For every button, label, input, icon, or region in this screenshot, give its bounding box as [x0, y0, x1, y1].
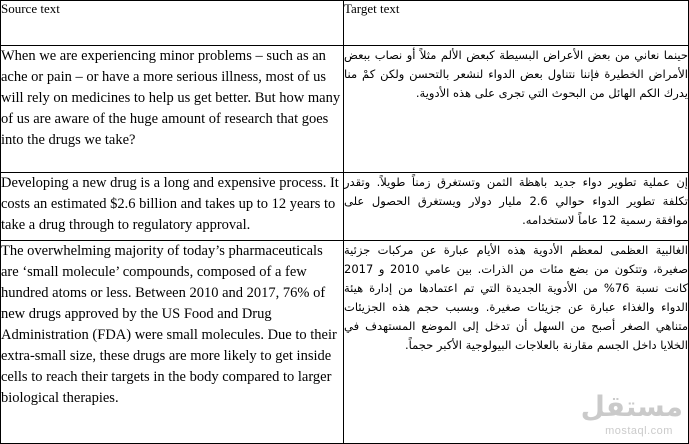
table-row	[1, 46, 689, 173]
source-text-cell: The overwhelming majority of today’s pharmaceuticals are ‘small molecule’ compounds, composed of a few hundred atoms or less. Between 2010 and 2017, 76% of new drugs approved by the US Food and Drug Administration (FDA) were small molecules. Due to their extra-small size, these drugs are more likely to get inside cells to reach their targets in the body compared to larger biological therapies.	[1, 241, 344, 444]
table-header-row	[1, 1, 689, 46]
watermark-arabic-text: مستقل	[580, 390, 683, 423]
source-text-header: Source text	[1, 1, 344, 46]
target-text-cell: حينما نعاني من بعض الأعراض البسيطة كبعض الألم مثلاً أو نصاب ببعض الأمراض الخطيرة فإننا نتناول بعض الدواء لنشعر بالتحسن ولكن كمْ منا يدرك الكم الهائل من البحوث التي تجرى على هذه الأدوية.	[344, 46, 689, 173]
source-text-cell: Developing a new drug is a long and expensive process. It costs an estimated $2.6 billion and takes up to 12 years to take a drug through to regulatory approval.	[1, 173, 344, 241]
table-row	[1, 241, 689, 444]
watermark-latin-text: mostaql.com	[605, 425, 673, 437]
target-text-cell: الغالبية العظمى لمعظم الأدوية هذه الأيام عبارة عن مركبات جزئية صغيرة، وتتكون من بضع مئات من الذرات. بين عامي 2010 و 2017 كانت نسبة 76% من الأدوية الجديدة التي تم اعتمادها من إدارة هيئة الدواء والغذاء عبارة عن جزيئات صغيرة. وبسبب حجم هذه الجزيئات متناهي الصغر أصبح من السهل أن تدخل إلى الموضع المستهدف في الخلايا داخل الجسم مقارنة بالعلاجات البيولوجية الأكبر حجماً.	[344, 241, 689, 444]
target-text-cell: إن عملية تطوير دواء جديد باهظة الثمن وتستغرق زمناً طويلاً. وتقدر تكلفة تطوير الدواء حوالي 2.6 مليار دولار ويستغرق الحصول على موافقة رسمية 12 عاماً لاستخدامه.	[344, 173, 689, 241]
target-text-header: Target text	[344, 1, 689, 46]
source-text-cell: When we are experiencing minor problems – such as an ache or pain – or have a more serious illness, most of us will rely on medicines to help us get better. But how many of us are aware of the huge amount of research that goes into the drugs we take?	[1, 46, 344, 173]
table-row	[1, 173, 689, 241]
